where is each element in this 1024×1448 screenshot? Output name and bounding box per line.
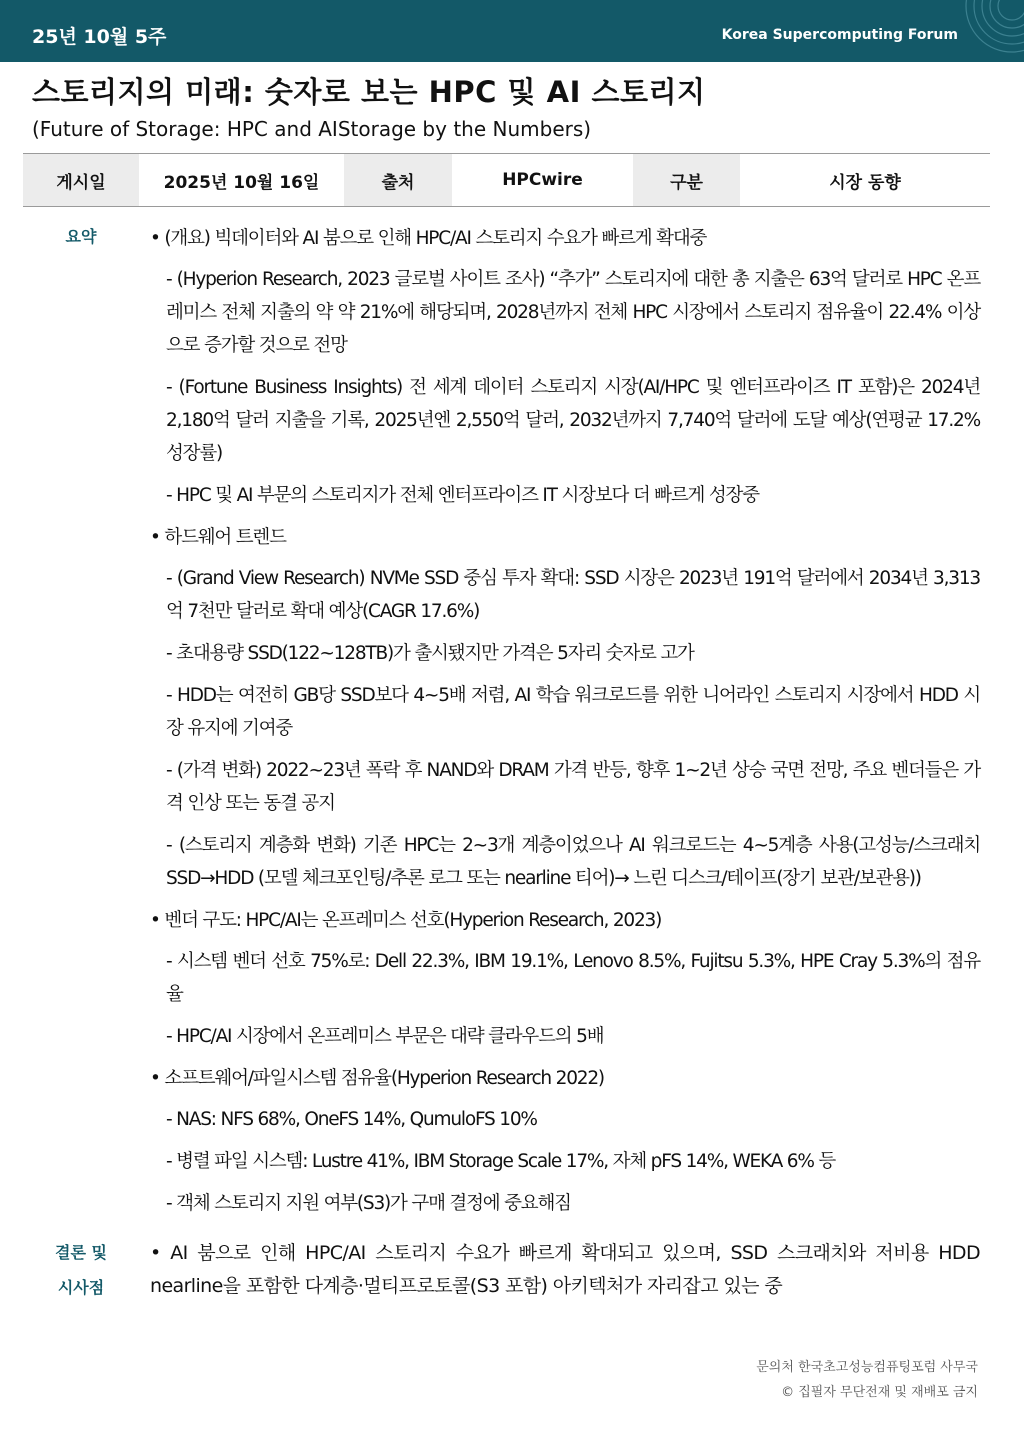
source-value: HPCwire: [502, 170, 583, 190]
summary-bullet: • 벤더 구도: HPC/AI는 온프레미스 선호(Hyperion Research, 2023): [150, 910, 662, 931]
summary-subpoint: - NAS: NFS 68%, OneFS 14%, QumuloFS 10%: [166, 1109, 537, 1130]
meta-table: [23, 153, 990, 207]
conclusion-text: • AI 붐으로 인해 HPC/AI 스토리지 수요가 빠르게 확대되고 있으며, SSD 스크래치와 저비용 HDD nearline을 포함한 다계층·멀티프로토콜(S3 포함) 아키텍처가 자리잡고 있는 중: [150, 1242, 980, 1297]
summary-label: 요약: [65, 227, 97, 246]
page-subtitle: (Future of Storage: HPC and AIStorage by the Numbers): [32, 117, 592, 141]
summary-subpoint: - (가격 변화) 2022~23년 폭락 후 NAND와 DRAM 가격 반등, 향후 1~2년 상승 국면 전망, 주요 벤더들은 가격 인상 또는 동결 공지: [166, 760, 980, 814]
posted-date: 2025년 10월 16일: [163, 172, 320, 193]
summary-subpoint: - 객체 스토리지 지원 여부(S3)가 구매 결정에 중요해짐: [166, 1193, 571, 1214]
footer-contact: 문의처 한국초고성능컴퓨팅포럼 사무국: [756, 1360, 978, 1375]
summary-subpoint: - 시스템 벤더 선호 75%로: Dell 22.3%, IBM 19.1%, Lenovo 8.5%, Fujitsu 5.3%, HPE Cray 5.3%의 점유율: [166, 951, 980, 1005]
summary-subpoint: - HPC/AI 시장에서 온프레미스 부문은 대략 클라우드의 5배: [166, 1026, 604, 1047]
header-bar: [0, 0, 1024, 62]
footer-copyright: © 집필자 무단전재 및 재배포 금지: [781, 1385, 978, 1400]
summary-subpoint: - (Hyperion Research, 2023 글로벌 사이트 조사) “추가” 스토리지에 대한 총 지출은 63억 달러로 HPC 온프레미스 전체 지출의 약 약 21%에 해당되며, 2028년까지 전체 HPC 시장에서 스토리지 점유율이 22.4% 이상으로 증가할 것으로 전망: [166, 269, 980, 356]
summary-bullet: • (개요) 빅데이터와 AI 붐으로 인해 HPC/AI 스토리지 수요가 빠르게 확대중: [150, 228, 707, 249]
summary-subpoint: - (Fortune Business Insights) 전 세계 데이터 스토리지 시장(AI/HPC 및 엔터프라이즈 IT 포함)은 2024년 2,180억 달러 지출을 기록, 2025년엔 2,550억 달러, 2032년까지 7,740억 달러에 도달 예상(연평균 17.2% 성장률): [166, 377, 980, 464]
summary-bullet: • 소프트웨어/파일시스템 점유율(Hyperion Research 2022): [150, 1068, 604, 1089]
source-label: 출처: [344, 154, 452, 206]
conclusion-label-line2: 시사점: [57, 1278, 105, 1297]
summary-subpoint: - 병렬 파일 시스템: Lustre 41%, IBM Storage Scale 17%, 자체 pFS 14%, WEKA 6% 등: [166, 1151, 836, 1172]
category-label: 구분: [633, 154, 740, 206]
summary-subpoint: - (Grand View Research) NVMe SSD 중심 투자 확대: SSD 시장은 2023년 191억 달러에서 2034년 3,313억 7천만 달러로 확대 예상(CAGR 17.6%): [166, 568, 980, 622]
issue-week: 25년 10월 5주: [32, 26, 167, 48]
summary-subpoint: - HDD는 여전히 GB당 SSD보다 4~5배 저렴, AI 학습 워크로드를 위한 니어라인 스토리지 시장에서 HDD 시장 유지에 기여중: [166, 685, 980, 739]
summary-subpoint: - (스토리지 계층화 변화) 기존 HPC는 2~3개 계층이었으나 AI 워크로드는 4~5계층 사용(고성능/스크래치 SSD→HDD (모델 체크포인팅/추론 로그 또는 nearline 티어)→ 느린 디스크/테이프(장기 보관/보관용)): [166, 835, 980, 889]
forum-name: Korea Supercomputing Forum: [721, 27, 958, 43]
decorative-rings-icon: [934, 0, 1024, 62]
posted-label: 게시일: [23, 154, 139, 206]
summary-bullet: • 하드웨어 트렌드: [150, 527, 286, 548]
conclusion-label-line1: 결론 및: [55, 1243, 107, 1262]
summary-body: [150, 222, 980, 1229]
category-value: 시장 동향: [829, 172, 901, 193]
summary-subpoint: - HPC 및 AI 부문의 스토리지가 전체 엔터프라이즈 IT 시장보다 더 빠르게 성장중: [166, 485, 759, 506]
summary-subpoint: - 초대용량 SSD(122~128TB)가 출시됐지만 가격은 5자리 숫자로 고가: [166, 643, 694, 664]
page-title: 스토리지의 미래: 숫자로 보는 HPC 및 AI 스토리지: [32, 75, 706, 109]
